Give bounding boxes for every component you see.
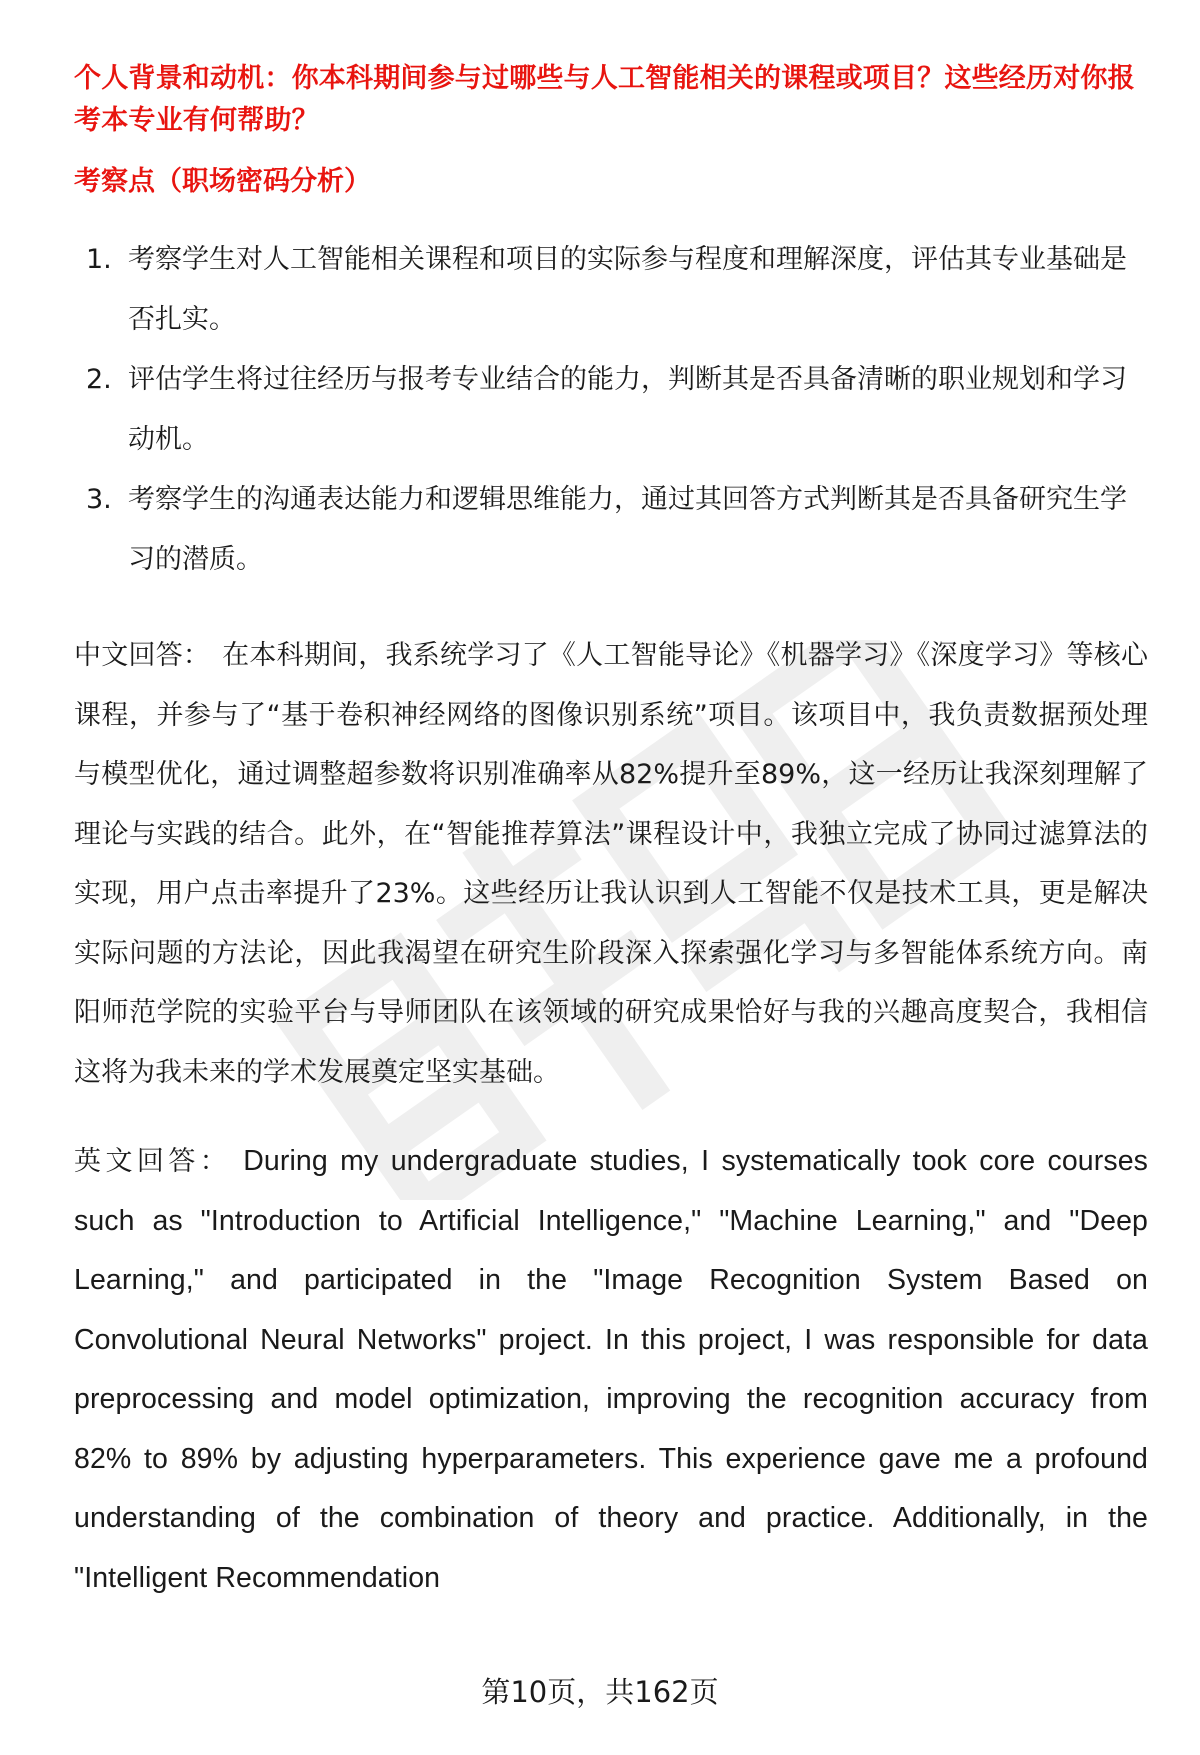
chinese-answer-text: 在本科期间，我系统学习了《人工智能导论》《机器学习》《深度学习》等核心课程，并参与了“基于卷积神经网络的图像识别系统”项目。该项目中，我负责数据预处理与模型优化，通过调整超参数将识别准确率从82%提升至89%，这一经历让我深刻理解了理论与实践的结合。此外，在“智能推荐算法”课程设计中，我独立完成了协同过滤算法的实现，用户点击率提升了23%。这些经历让我认识到人工智能不仅是技术工具，更是解决实际问题的方法论，因此我渴望在研究生阶段深入探索强化学习与多智能体系统方向。南阳师范学院的实验平台与导师团队在该领域的研究成果恰好与我的兴趣高度契合，我相信这将为我未来的学术发展奠定坚实基础。 (74, 640, 1149, 1088)
analysis-point (74, 470, 1148, 590)
analysis-point (74, 230, 1148, 350)
analysis-points-list (74, 230, 1148, 590)
chinese-answer-label: 中文回答： (74, 640, 211, 671)
page-number-footer: 第10页，共162页 (481, 1675, 719, 1709)
point-number: 2. (86, 364, 112, 395)
english-answer (74, 1132, 1148, 1608)
analysis-title: 考察点（职场密码分析） (74, 166, 371, 197)
question-heading: 个人背景和动机：你本科期间参与过哪些与人工智能相关的课程或项目？这些经历对你报考本专业有何帮助？ (74, 63, 1135, 136)
point-number: 3. (86, 484, 112, 515)
point-text: 考察学生的沟通表达能力和逻辑思维能力，通过其回答方式判断其是否具备研究生学习的潜质。 (128, 484, 1127, 575)
chinese-answer (74, 626, 1148, 1102)
analysis-point (74, 350, 1148, 470)
english-answer-label: 英文回答： (74, 1146, 232, 1177)
point-text: 考察学生对人工智能相关课程和项目的实际参与程度和理解深度，评估其专业基础是否扎实。 (128, 244, 1127, 335)
document-page (74, 58, 1148, 1638)
english-answer-text: During my undergraduate studies, I systematically took core courses such as "Introduction to Artificial Intelligence," "Machine Learning," and "Deep Learning," and participated in the "Image Recognition System Based on Convolutional Neural Networks" project. In this project, I was responsible for data preprocessing and model optimization, improving the recognition accuracy from 82% to 89% by adjusting hyperparameters. This experience gave me a profound understanding of the combination of theory and practice. Additionally, in the "Intelligent Recommendation (74, 1145, 1149, 1594)
point-number: 1. (86, 244, 112, 275)
point-text: 评估学生将过往经历与报考专业结合的能力，判断其是否具备清晰的职业规划和学习动机。 (128, 364, 1127, 455)
